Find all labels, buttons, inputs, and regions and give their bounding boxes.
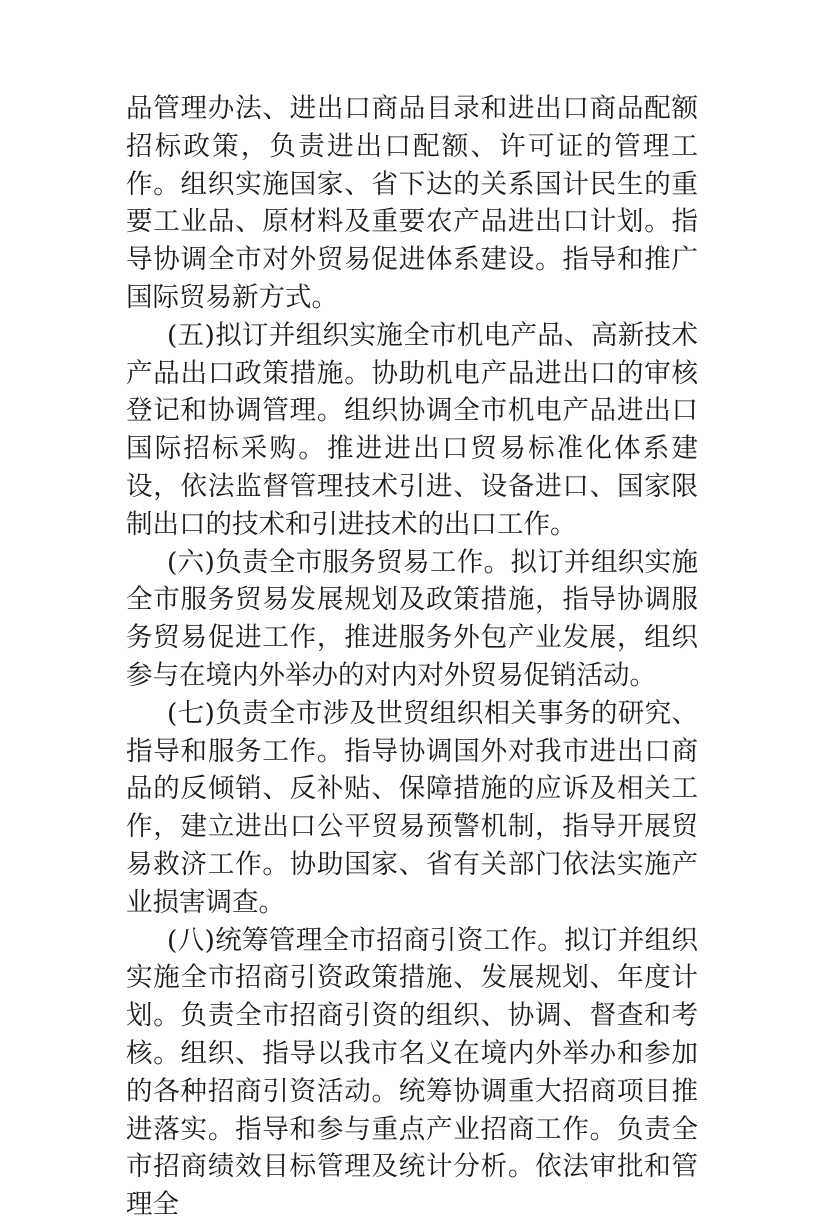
- paragraph-item-6: (六)负责全市服务贸易工作。拟订并组织实施全市服务贸易发展规划及政策措施，指导协调服务贸易促进工作，推进服务外包产业发展，组织参与在境内外举办的对内对外贸易促销活动。: [126, 546, 698, 691]
- paragraph-item-5: (五)拟订并组织实施全市机电产品、高新技术产品出口政策措施。协助机电产品进出口的审核登记和协调管理。组织协调全市机电产品进出口国际招标采购。推进进出口贸易标准化体系建设，依法监督管理技术引进、设备进口、国家限制出口的技术和引进技术的出口工作。: [126, 319, 698, 540]
- paragraph-continued: 品管理办法、进出口商品目录和进出口商品配额招标政策，负责进出口配额、许可证的管理工作。组织实施国家、省下达的关系国计民生的重要工业品、原材料及重要农产品进出口计划。指导协调全市对外贸易促进体系建设。指导和推广国际贸易新方式。: [126, 93, 698, 313]
- paragraph-item-7: (七)负责全市涉及世贸组织相关事务的研究、指导和服务工作。指导协调国外对我市进出口商品的反倾销、反补贴、保障措施的应诉及相关工作，建立进出口公平贸易预警机制，指导开展贸易救济工作。协助国家、省有关部门依法实施产业损害调查。: [126, 697, 698, 918]
- document-body: [126, 90, 698, 1224]
- paragraph-item-8: (八)统筹管理全市招商引资工作。拟订并组织实施全市招商引资政策措施、发展规划、年度计划。负责全市招商引资的组织、协调、督查和考核。组织、指导以我市名义在境内外举办和参加的各种招商引资活动。统筹协调重大招商项目推进落实。指导和参与重点产业招商工作。负责全市招商绩效目标管理及统计分析。依法审批和管理全: [126, 924, 698, 1221]
